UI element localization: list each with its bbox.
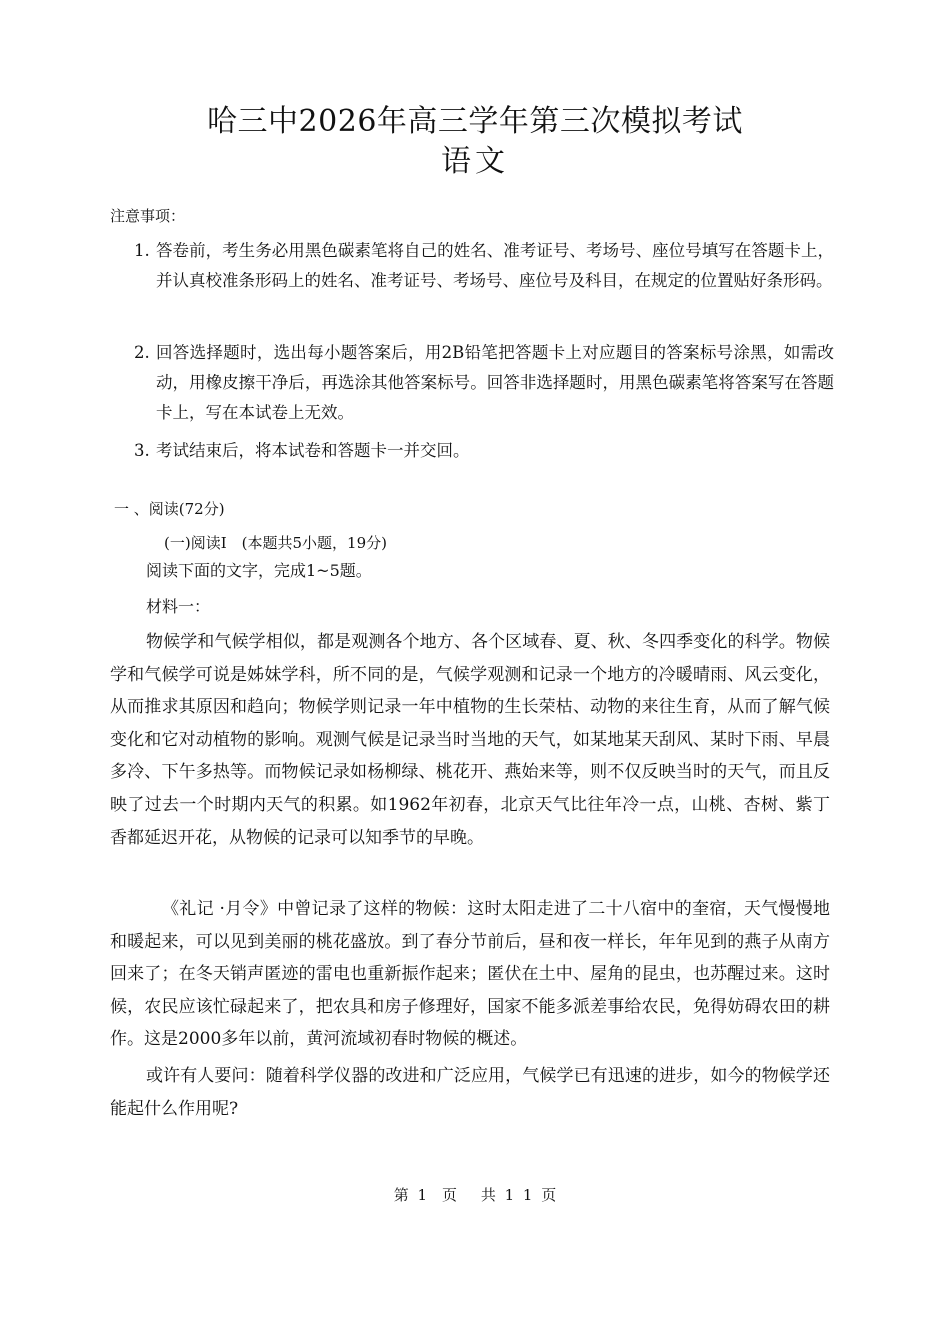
notice-item: [134, 338, 834, 428]
notice-item-number: 2.: [134, 343, 150, 362]
notice-item-text: 回答选择题时，选出每小题答案后，用2B铅笔把答题卡上对应题目的答案标号涂黑，如需改动，用橡皮擦干净后，再选涂其他答案标号。回答非选择题时，用黑色碳素笔将答案写在答题卡上，写在本试卷上无效。: [156, 343, 834, 422]
notice-item-number: 3.: [134, 441, 150, 460]
notice-heading: 注意事项：: [110, 207, 186, 225]
notice-item-text: 答卷前，考生务必用黑色碳素笔将自己的姓名、准考证号、考场号、座位号填写在答题卡上，并认真校准条形码上的姓名、准考证号、考场号、座位号及科目，在规定的位置贴好条形码。: [156, 241, 834, 290]
body-paragraph: 《礼记 ·月令》中曾记录了这样的物候：这时太阳走进了二十八宿中的奎宿，天气慢慢地和暖起来，可以见到美丽的桃花盛放。到了春分节前后，昼和夜一样长，年年见到的燕子从南方回来了；在冬天销声匿迹的雷电也重新振作起来；匿伏在土中、屋角的昆虫，也苏醒过来。这时候，农民应该忙碌起来了，把农具和房子修理好，国家不能多派差事给农民，免得妨碍农田的耕作。这是2000多年以前，黄河流域初春时物候的概述。: [110, 899, 830, 1050]
section-heading: 一 、阅读(72分): [114, 500, 225, 518]
notice-item: [134, 436, 834, 466]
body-paragraph: 物候学和气候学相似，都是观测各个地方、各个区域春、夏、秋、冬四季变化的科学。物候学和气候学可说是姊妹学科，所不同的是，气候学观测和记录一个地方的冷暖晴雨、风云变化，从而推求其原因和趋向；物候学则记录一年中植物的生长荣枯、动物的来往生育，从而了解气候变化和它对动植物的影响。观测气候是记录当时当地的天气，如某地某天刮风、某时下雨、早晨多冷、下午多热等。而物候记录如杨柳绿、桃花开、燕始来等，则不仅反映当时的天气，而且反映了过去一个时期内天气的积累。如1962年初春，北京天气比往年冷一点，山桃、杏树、紫丁香都延迟开花，从物候的记录可以知季节的早晚。: [110, 632, 830, 848]
page-number: 第 1 页 共 1 1 页: [393, 1186, 557, 1204]
material-label: 材料一：: [146, 597, 211, 616]
exam-title: 哈三中2026年高三学年第三次模拟考试: [207, 104, 743, 139]
subject-title: 语文: [441, 144, 509, 179]
notice-item-number: 1.: [134, 241, 150, 260]
notice-item-text: 考试结束后，将本试卷和答题卡一并交回。: [156, 441, 470, 460]
body-paragraph: 或许有人要问：随着科学仪器的改进和广泛应用，气候学已有迅速的进步，如今的物候学还能起什么作用呢?: [110, 1066, 830, 1119]
section-subheading: (一)阅读I (本题共5小题，19分): [164, 534, 387, 552]
reading-instruction: 阅读下面的文字，完成1~5题。: [146, 561, 372, 580]
notice-item: [134, 236, 834, 296]
